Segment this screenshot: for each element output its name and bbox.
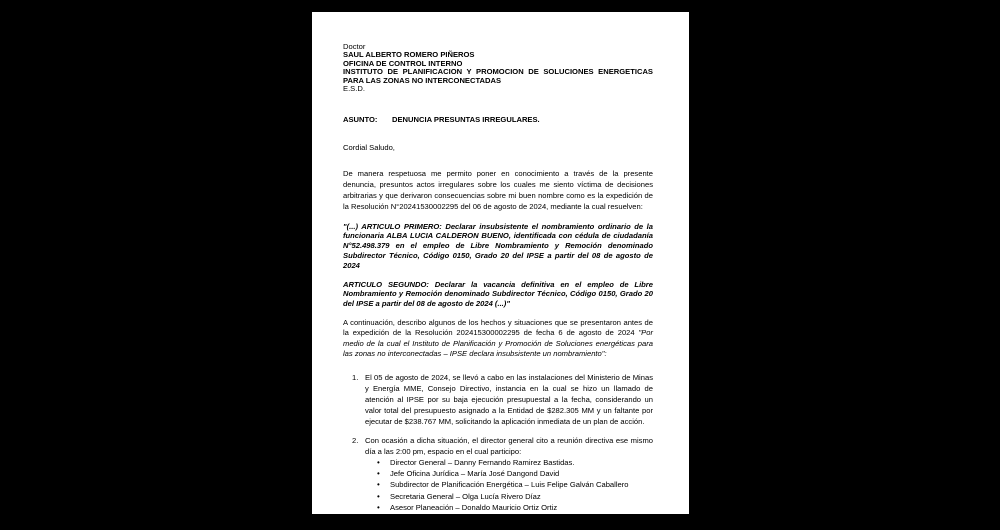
subject-text: DENUNCIA PRESUNTAS IRREGULARES.	[392, 115, 540, 125]
context-quote-text: "Por medio de la cual el Instituto de Planificación y Promoción de Soluciones energéticas para las zonas no interconectadas – IPSE declara insubsistente un nombramiento":	[343, 328, 653, 359]
recipient-name: SAUL ALBERTO ROMERO PIÑEROS	[343, 50, 475, 60]
bullet-icon: •	[377, 491, 380, 501]
recipient-office: OFICINA DE CONTROL INTERNO	[343, 58, 463, 68]
list-item	[343, 468, 653, 479]
bullet-icon: •	[377, 469, 380, 479]
item-2-text: Con ocasión a dicha situación, el director general cito a reunión directiva ese mismo día a las 2:00 pm, espacio en el cual participo:	[365, 435, 653, 456]
bullet-icon: •	[377, 480, 380, 490]
item-1-text: El 05 de agosto de 2024, se llevó a cabo en las instalaciones del Ministerio de Minas y Energía MME, Consejo Directivo, instancia en la cual se hizo un llamado de atención al IPSE por su baja ejecución presupuestal a la fecha, considerando un valor total del presupuesto asignado a la Entidad de $282.305 MM y un faltante por ejecutar de $238.767 MM, solicitando la aplicación inmediata de un plan de acción.	[365, 372, 653, 427]
subject-line	[343, 114, 653, 125]
attendee-list	[343, 457, 653, 513]
context-paragraph	[343, 318, 653, 360]
list-item	[343, 457, 653, 468]
attendee-jefe-juridica: Jefe Oficina Jurídica – María José Dangond David	[390, 469, 560, 479]
bullet-icon: •	[377, 502, 380, 512]
greeting: Cordial Saludo,	[343, 142, 395, 152]
recipient-institution-line1: INSTITUTO DE PLANIFICACION Y PROMOCION DE SOLUCIONES ENERGETICAS	[343, 67, 653, 77]
item-1-number: 1.	[352, 372, 359, 382]
quote-articulo-segundo: ARTICULO SEGUNDO: Declarar la vacancia definitiva en el empleo de Libre Nombramiento y Remoción denominado Subdirector Técnico, Código 0150, Grado 20 del IPSE a partir del 08 de agosto de 2024 (...)"	[343, 279, 653, 309]
letter-content	[343, 43, 653, 513]
bullet-icon: •	[377, 458, 380, 468]
recipient-salutation: Doctor	[343, 42, 366, 51]
list-item	[343, 479, 653, 490]
attendee-secretaria-general: Secretaria General – Olga Lucía Rivero Díaz	[390, 491, 541, 501]
numbered-list	[343, 372, 653, 513]
numbered-item-2	[343, 435, 653, 457]
document-page	[312, 12, 689, 514]
item-2-number: 2.	[352, 435, 359, 445]
attendee-subdirector-planificacion: Subdirector de Planificación Energética – Luis Felipe Galván Caballero	[390, 480, 629, 490]
numbered-item-1	[343, 372, 653, 428]
context-intro-text: A continuación, describo algunos de los hechos y situaciones que se presentaron antes de la expedición de la Resolución 202415300002295 de fecha 6 de agosto de 2024	[343, 318, 653, 338]
recipient-institution-line2: PARA LAS ZONAS NO INTERCONECTADAS	[343, 75, 502, 85]
attendee-asesor-planeacion: Asesor Planeación – Donaldo Mauricio Ortiz Ortiz	[390, 502, 558, 512]
intro-paragraph: De manera respetuosa me permito poner en conocimiento a través de la presente denuncia, presuntos actos irregulares sobre los cuales me siento víctima de decisiones arbitrarias y que derivaron consecuencias sobre mi buen nombre como es la expedición de la Resolución N°20241530002295 del 06 de agosto de 2024, mediante la cual resuelven:	[343, 168, 653, 212]
recipient-block	[343, 43, 653, 93]
quote-articulo-primero: "(...) ARTICULO PRIMERO: Declarar insubsistente el nombramiento ordinario de la funcionaria ALBA LUCIA CALDERON BUENO, identificada con cédula de ciudadanía N°52.498.379 en el empleo de Libre Nombramiento y Remoción denominado Subdirector Técnico, Código 0150, Grado 20 del IPSE a partir del 08 de agosto de 2024	[343, 221, 653, 270]
list-item	[343, 491, 653, 502]
recipient-city-line: E.S.D.	[343, 84, 365, 94]
attendee-director-general: Director General – Danny Fernando Ramirez Bastidas.	[390, 458, 575, 468]
subject-label: ASUNTO:	[343, 115, 378, 125]
list-item	[343, 502, 653, 513]
